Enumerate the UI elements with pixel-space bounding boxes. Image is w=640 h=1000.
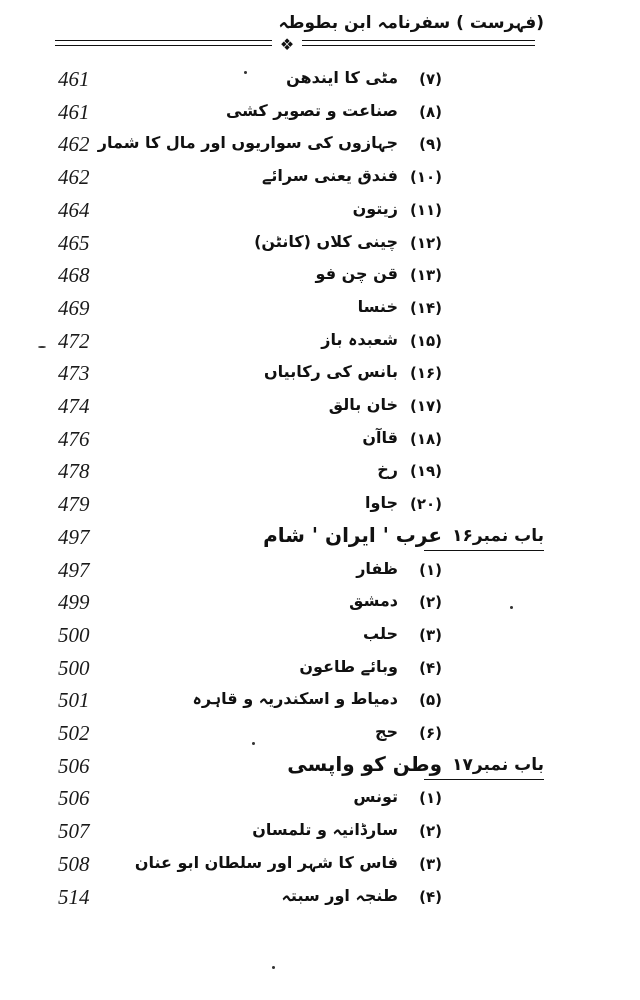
entry-number: (۱) xyxy=(419,789,442,808)
toc-entry xyxy=(0,557,640,587)
entry-title: جہازوں کی سواریوں اور مال کا شمار xyxy=(97,133,398,153)
entry-number: (۲۰) xyxy=(409,495,442,514)
toc-entry xyxy=(0,131,640,161)
page-number: 468 xyxy=(58,263,90,288)
chapter-title: عرب ' ایران ' شام xyxy=(263,522,442,547)
toc-entry xyxy=(0,884,640,914)
toc-entry xyxy=(0,99,640,129)
entry-number: (۹) xyxy=(419,135,442,154)
page-number: 506 xyxy=(58,753,90,778)
running-header: (فہرست ) سفرنامہ ابن بطوطہ xyxy=(278,13,544,33)
page-number: 472 xyxy=(58,328,90,353)
page-number: 506 xyxy=(58,786,90,811)
entry-number: (۷) xyxy=(419,70,442,88)
chapter-row xyxy=(0,753,640,783)
entry-number: (۵) xyxy=(419,691,442,710)
toc-entry xyxy=(0,164,640,194)
page-number: 499 xyxy=(58,590,90,615)
ornament-icon: ❖ xyxy=(272,36,302,54)
toc-entry xyxy=(0,393,640,423)
entry-number: (۲) xyxy=(419,593,442,612)
ink-speck xyxy=(272,966,275,969)
page-number: 514 xyxy=(58,884,90,909)
toc-entry xyxy=(0,491,640,521)
ink-speck xyxy=(244,71,247,74)
toc-entry xyxy=(0,295,640,325)
entry-title: جاوا xyxy=(365,493,398,513)
entry-number: (۳) xyxy=(419,625,442,644)
toc-entry xyxy=(0,328,640,358)
entry-title: قن چن فو xyxy=(315,264,398,284)
entry-number: (۱۰) xyxy=(409,168,442,187)
page-number: 462 xyxy=(58,132,90,157)
page-number: 500 xyxy=(58,622,90,647)
page-number: 474 xyxy=(58,394,90,418)
entry-number: (۱۶) xyxy=(409,364,442,383)
entry-number: (۸) xyxy=(419,102,442,121)
entry-title: سارڈانیہ و تلمسان xyxy=(252,820,398,840)
page-number: 461 xyxy=(58,99,90,124)
entry-title: رخ xyxy=(377,460,398,480)
entry-number: (۱۵) xyxy=(409,331,442,350)
toc-entry xyxy=(0,426,640,456)
entry-title: دمشق xyxy=(349,591,398,611)
entry-title: زیتون xyxy=(352,198,398,218)
entry-number: (۴) xyxy=(419,658,442,677)
page-number: 507 xyxy=(58,819,90,844)
page-number: 473 xyxy=(58,361,90,386)
toc-entry xyxy=(0,458,640,488)
entry-number: (۱۱) xyxy=(409,200,442,219)
page-number: 464 xyxy=(58,197,90,222)
ink-speck xyxy=(38,346,46,348)
entry-number: (۴) xyxy=(419,887,442,906)
entry-title: بانس کی رکابیاں xyxy=(264,362,398,382)
entry-number: (۱۸) xyxy=(409,429,442,448)
ink-speck xyxy=(252,742,255,745)
entry-number: (۱۷) xyxy=(409,397,442,415)
entry-title: تونس xyxy=(353,787,398,807)
entry-title: خنسا xyxy=(357,296,398,316)
entry-title: صناعت و تصویر کشی xyxy=(225,100,398,120)
ink-speck xyxy=(510,606,513,609)
entry-number: (۱۹) xyxy=(409,462,442,481)
toc-entry xyxy=(0,785,640,815)
entry-number: (۶) xyxy=(419,724,442,742)
page-number: 469 xyxy=(58,295,90,320)
page-number: 476 xyxy=(58,426,90,451)
toc-entry xyxy=(0,262,640,292)
entry-title: فاس کا شہر اور سلطان ابو عنان xyxy=(134,852,398,872)
toc-entry xyxy=(0,66,640,96)
toc-entry xyxy=(0,360,640,390)
toc-entry xyxy=(0,230,640,260)
chapter-label: باب نمبر۱۶ xyxy=(424,524,544,551)
entry-number: (۳) xyxy=(419,854,442,873)
entry-title: وبائے طاعون xyxy=(299,656,398,676)
page-number: 461 xyxy=(58,67,90,91)
toc-entry xyxy=(0,197,640,227)
entry-title: دمیاط و اسکندریہ و قاہرہ xyxy=(192,689,398,709)
toc-entry xyxy=(0,687,640,717)
chapter-label: باب نمبر۱۷ xyxy=(424,753,544,780)
toc-entry xyxy=(0,818,640,848)
entry-number: (۲) xyxy=(419,822,442,841)
page-number: 508 xyxy=(58,851,90,876)
toc-entry xyxy=(0,622,640,652)
entry-title: طنجہ اور سبتہ xyxy=(281,885,398,905)
entry-number: (۱۳) xyxy=(409,266,442,285)
entry-title: قاآن xyxy=(362,427,398,447)
entry-number: (۱۴) xyxy=(409,298,442,317)
page-number: 497 xyxy=(58,524,90,549)
toc-entry xyxy=(0,655,640,685)
page-number: 462 xyxy=(58,165,90,190)
entry-title: حج xyxy=(374,722,398,741)
page-number: 500 xyxy=(58,655,90,680)
entry-title: خان بالق xyxy=(328,395,398,414)
page-number: 502 xyxy=(58,721,90,745)
toc-entry xyxy=(0,720,640,750)
toc-entry xyxy=(0,589,640,619)
entry-number: (۱۲) xyxy=(409,233,442,252)
entry-title: شعبدہ باز xyxy=(321,329,398,349)
page-number: 497 xyxy=(58,557,90,582)
page-number: 478 xyxy=(58,459,90,484)
entry-number: (۱) xyxy=(419,560,442,579)
page-number: 479 xyxy=(58,492,90,517)
chapter-row xyxy=(0,524,640,554)
chapter-title: وطن کو واپسی xyxy=(287,751,442,776)
entry-title: حلب xyxy=(363,623,398,643)
toc-entry xyxy=(0,851,640,881)
entry-title: فندق یعنی سرائے xyxy=(261,166,398,186)
entry-title: چینی کلاں (کانٹن) xyxy=(254,231,398,251)
entry-title: ظفار xyxy=(356,558,398,578)
entry-title: مٹی کا ایندھن xyxy=(286,68,398,87)
page-number: 501 xyxy=(58,688,90,713)
page-number: 465 xyxy=(58,230,90,255)
